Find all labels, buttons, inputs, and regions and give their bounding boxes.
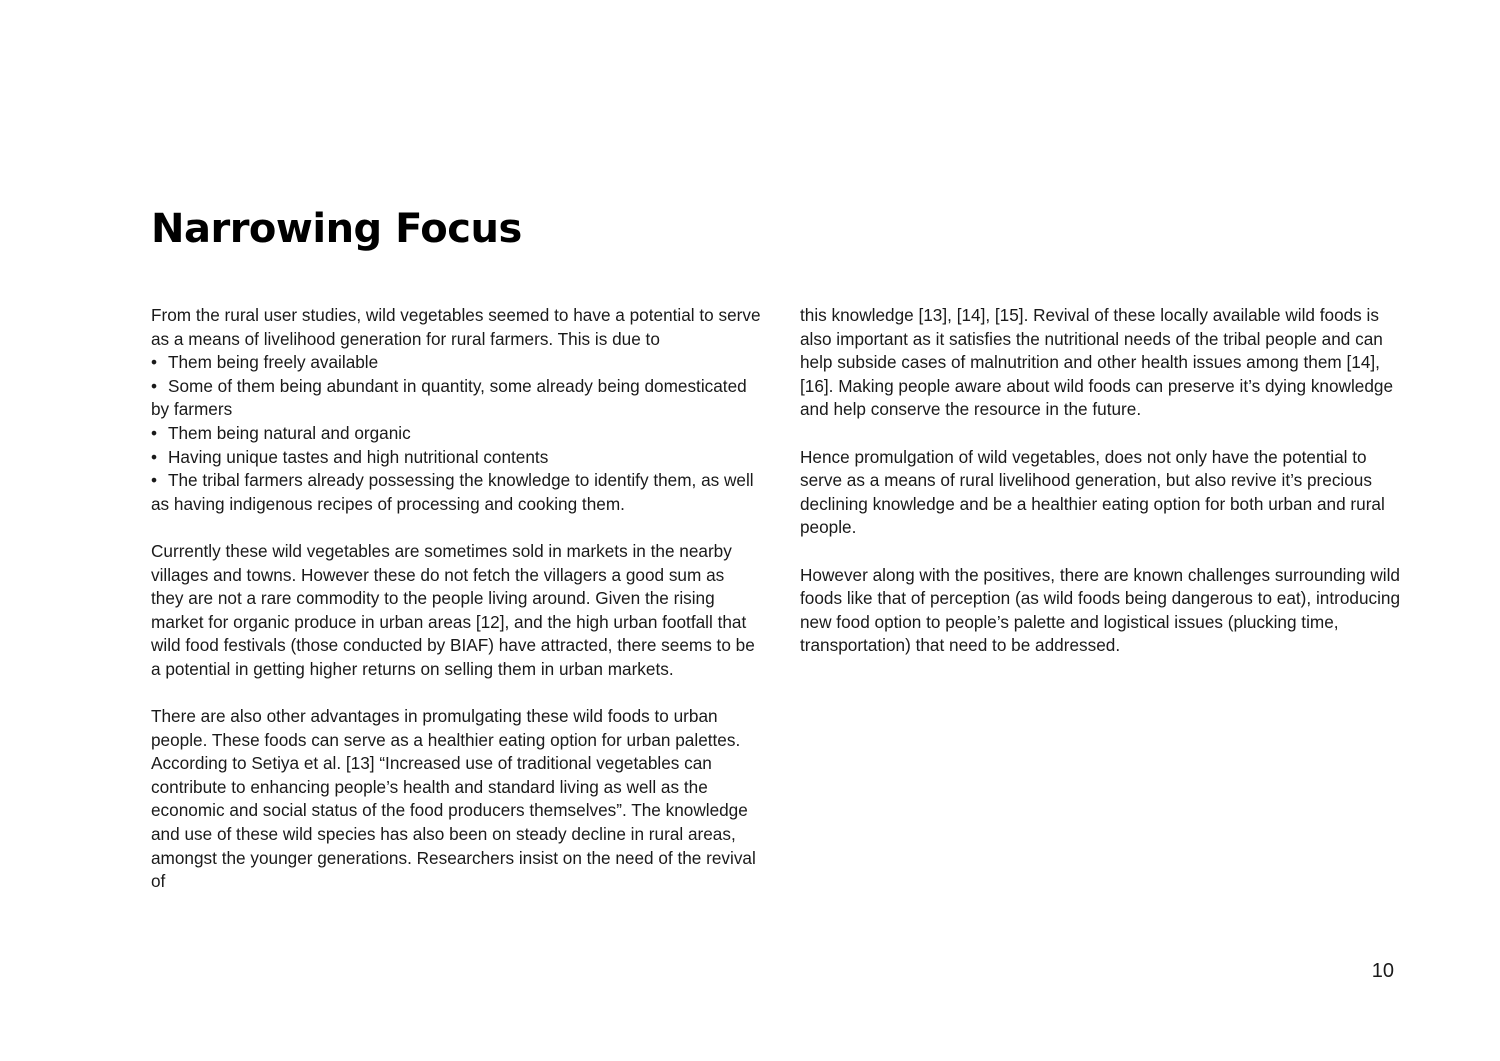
bullet-dot-icon: •: [151, 422, 158, 443]
bullet-dot-icon: •: [151, 470, 158, 491]
page-title: Narrowing Focus: [151, 206, 522, 252]
left-column: [151, 304, 761, 894]
list-item: • Them being freely available: [151, 351, 761, 375]
list-item: • The tribal farmers already possessing the knowledge to identify them, as well as having indigenous recipes of processing and cooking them.: [151, 470, 754, 514]
bullet-dot-icon: •: [151, 446, 158, 467]
bullet-list: [151, 351, 761, 516]
page-number: 10: [1371, 960, 1394, 982]
list-item: • Having unique tastes and high nutritional contents: [151, 446, 761, 470]
bullet-dot-icon: •: [151, 352, 158, 373]
intro-paragraph: From the rural user studies, wild vegetables seemed to have a potential to serve as a means of livelihood generation for rural farmers. This is due to: [151, 305, 761, 349]
right-column: [800, 304, 1410, 658]
list-item: • Them being natural and organic: [151, 422, 761, 446]
advantages-paragraph: There are also other advantages in promulgating these wild foods to urban people. These foods can serve as a healthier eating option for urban palettes. According to Setiya et al. [13] “Increased use of traditional vegetables can contribute to enhancing people’s health and standard living as well as the economic and social status of the food producers themselves”. The knowledge and use of these wild species has also been on steady decline in rural areas, amongst the younger generations. Researchers insist on the need of the revival of: [151, 706, 756, 892]
challenges-paragraph: However along with the positives, there are known challenges surrounding wild foods like that of perception (as wild foods being dangerous to eat), introducing new food option to people’s palette and logistical issues (plucking time, transportation) that need to be addressed.: [800, 564, 1401, 656]
market-paragraph: Currently these wild vegetables are sometimes sold in markets in the nearby villages and towns. However these do not fetch the villagers a good sum as they are not a rare commodity to the people living around. Given the rising market for organic produce in urban areas [12], and the high urban footfall that wild food festivals (those conducted by BIAF) have attracted, there seems to be a potential in getting higher returns on selling them in urban markets.: [151, 540, 755, 679]
list-item: • Some of them being abundant in quantity, some already being domesticated by farmers: [151, 375, 747, 420]
conclusion-paragraph: Hence promulgation of wild vegetables, does not only have the potential to serve as a means of rural livelihood generation, but also revive it’s precious declining knowledge and be a healthier eating option for both urban and rural people.: [800, 446, 1385, 538]
revival-paragraph: this knowledge [13], [14], [15]. Revival of these locally available wild foods is also important as it satisfies the nutritional needs of the tribal people and can help subside cases of malnutrition and other health issues among them [14], [16]. Making people aware about wild foods can preserve it’s dying knowledge and help conserve the resource in the future.: [800, 305, 1394, 420]
bullet-dot-icon: •: [151, 375, 158, 396]
